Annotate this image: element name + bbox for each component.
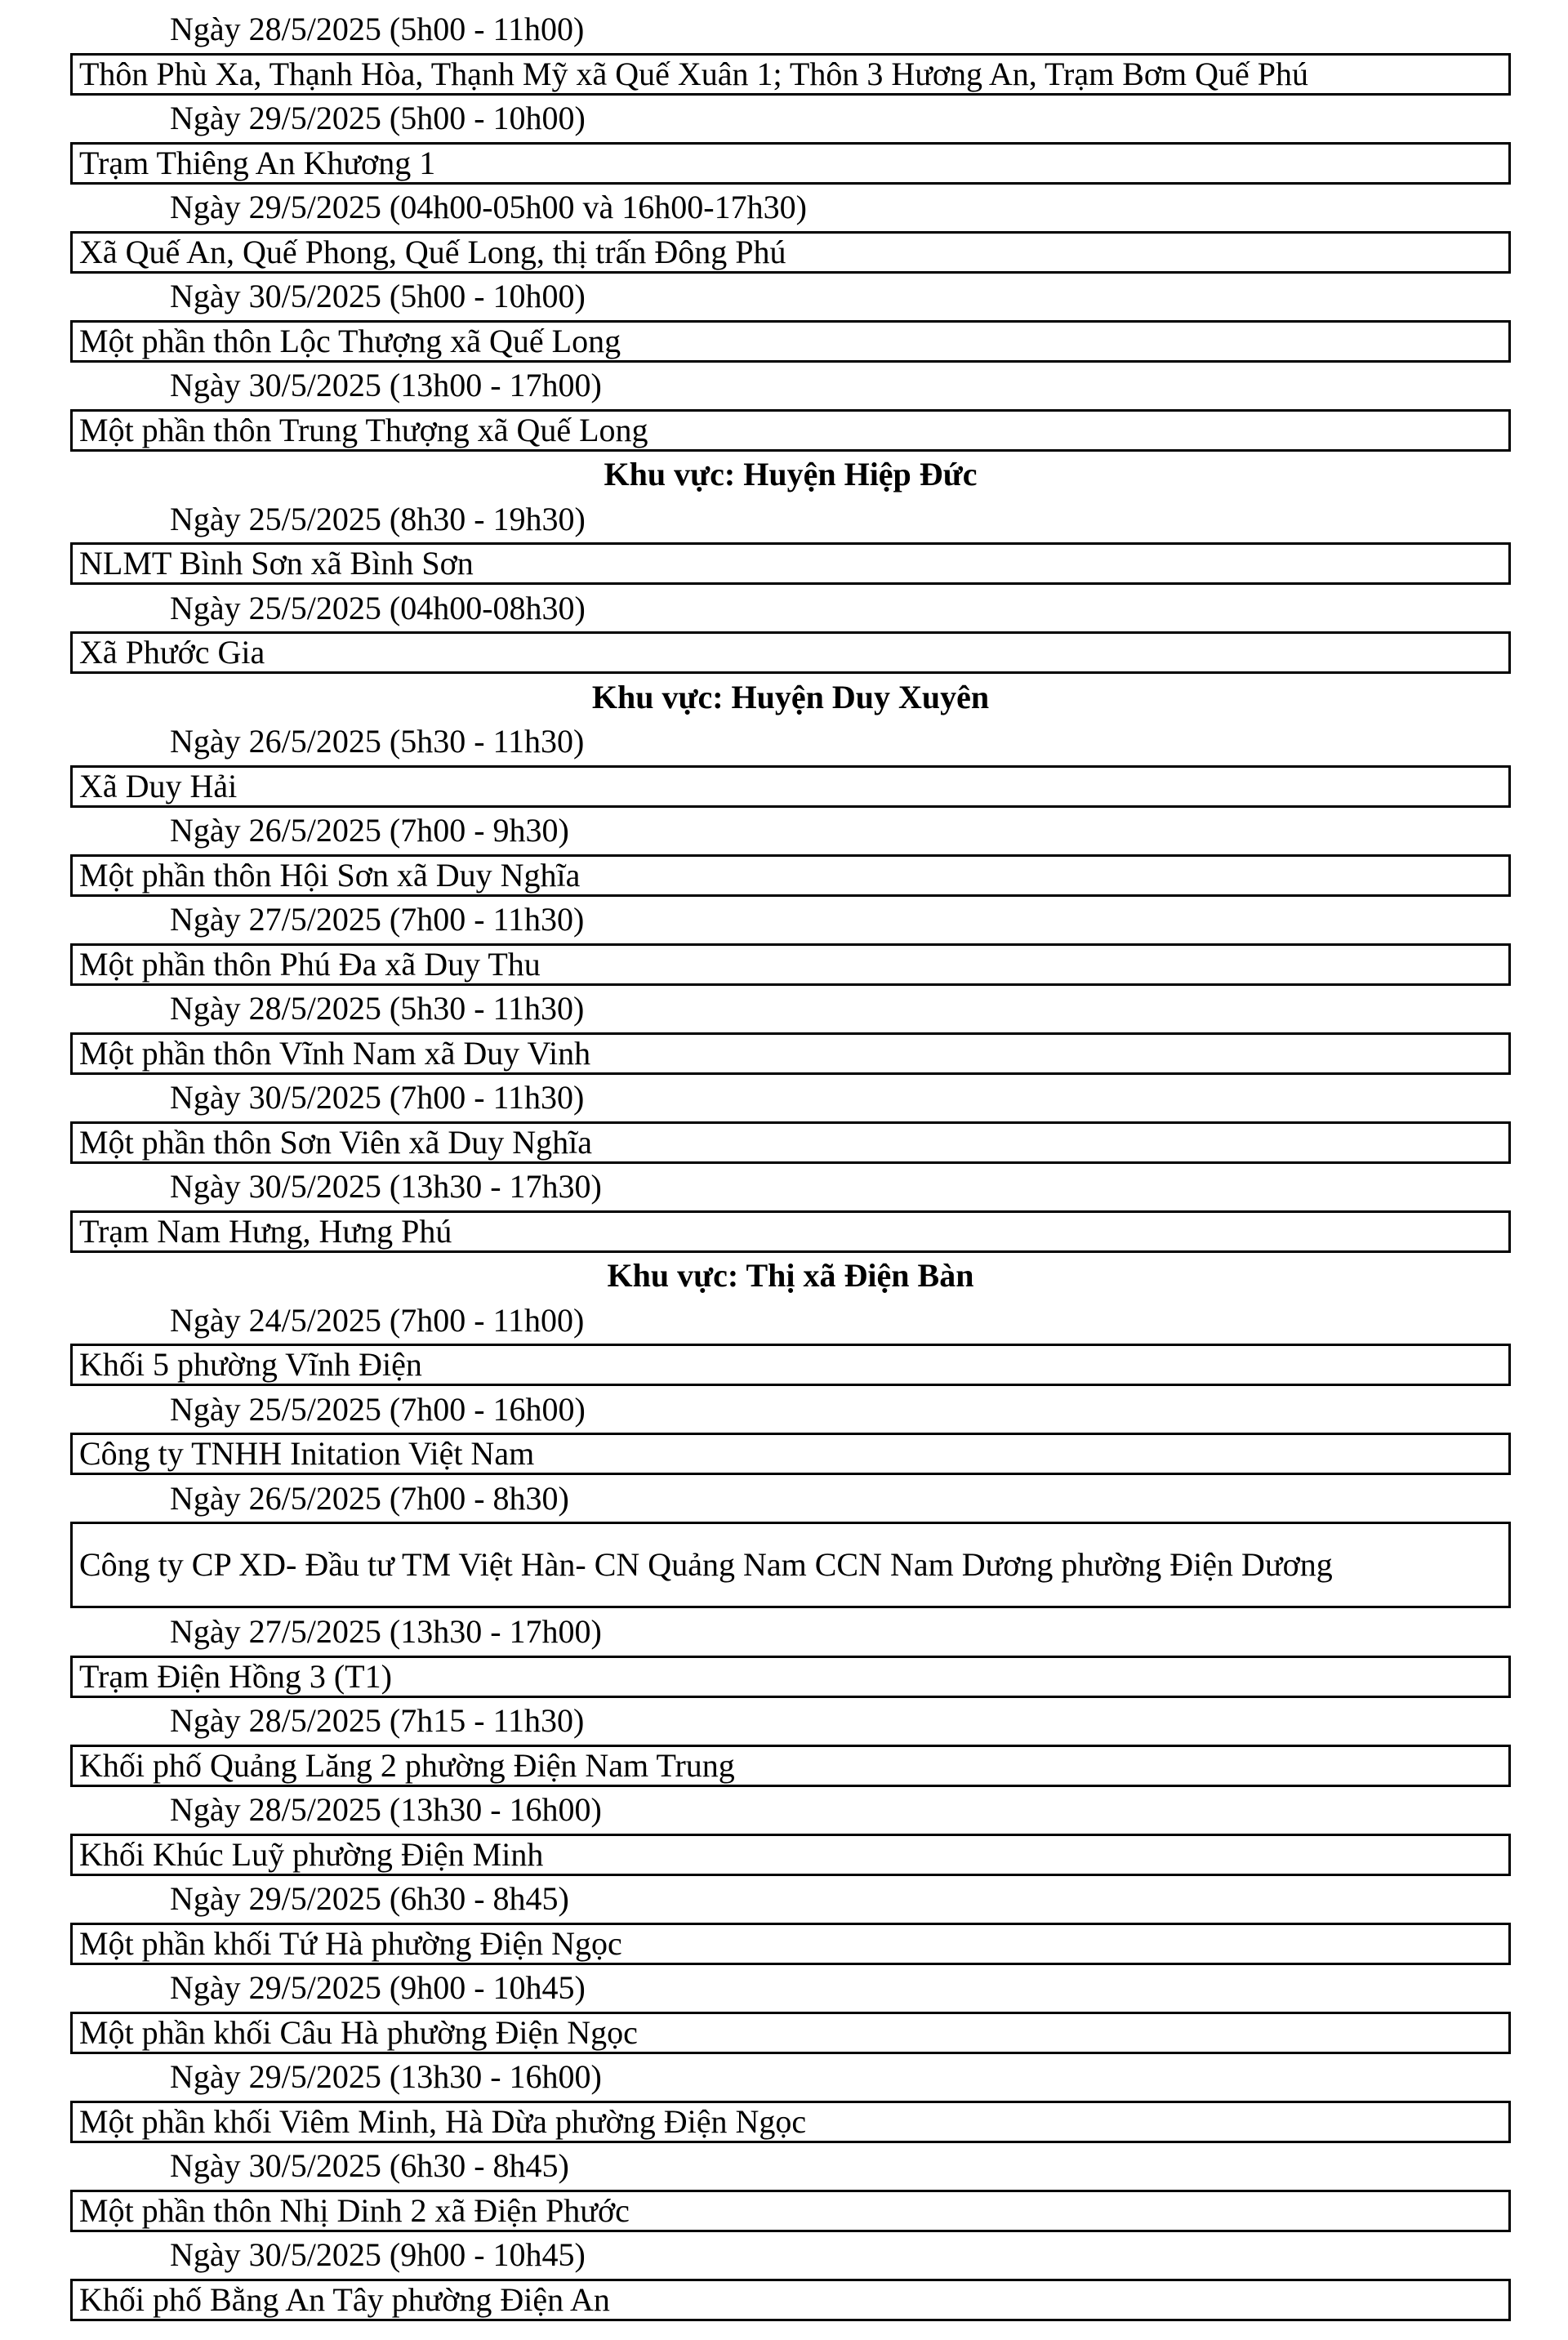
outage-location-box: Một phần khối Viêm Minh, Hà Dừa phường Điện Ngọc	[70, 2101, 1511, 2143]
outage-date-line: Ngày 25/5/2025 (04h00-08h30)	[170, 589, 586, 626]
outage-date-line: Ngày 25/5/2025 (7h00 - 16h00)	[170, 1390, 586, 1428]
outage-date-line: Ngày 28/5/2025 (7h15 - 11h30)	[170, 1702, 585, 1739]
outage-date-line: Ngày 30/5/2025 (5h00 - 10h00)	[170, 278, 586, 314]
outage-date-line: Ngày 30/5/2025 (9h00 - 10h45)	[170, 2236, 586, 2273]
outage-date-line: Ngày 25/5/2025 (8h30 - 19h30)	[170, 500, 586, 537]
outage-location-box: Công ty CP XD- Đầu tư TM Việt Hàn- CN Quảng Nam CCN Nam Dương phường Điện Dương	[70, 1522, 1511, 1608]
outage-date-line: Ngày 28/5/2025 (13h30 - 16h00)	[170, 1791, 602, 1828]
outage-date-line: Ngày 27/5/2025 (13h30 - 17h00)	[170, 1613, 602, 1650]
outage-location-box: Trạm Thiêng An Khương 1	[70, 142, 1511, 185]
outage-date-line: Ngày 30/5/2025 (7h00 - 11h30)	[170, 1079, 585, 1116]
outage-date-line: Ngày 26/5/2025 (7h00 - 9h30)	[170, 812, 569, 849]
outage-location-box: Thôn Phù Xa, Thạnh Hòa, Thạnh Mỹ xã Quế Xuân 1; Thôn 3 Hương An, Trạm Bơm Quế Phú	[70, 53, 1511, 96]
area-heading: Khu vực: Huyện Duy Xuyên	[591, 678, 990, 715]
outage-date-line: Ngày 28/5/2025 (5h30 - 11h30)	[170, 990, 585, 1027]
outage-location-box: Một phần khối Câu Hà phường Điện Ngọc	[70, 2012, 1511, 2054]
outage-date-line: Ngày 29/5/2025 (5h00 - 10h00)	[170, 100, 586, 136]
outage-location-box: Một phần thôn Lộc Thượng xã Quế Long	[70, 320, 1511, 363]
outage-location-box: Khối Khúc Luỹ phường Điện Minh	[70, 1834, 1511, 1876]
outage-date-line: Ngày 24/5/2025 (7h00 - 11h00)	[170, 1301, 585, 1339]
outage-location-box: Khối phố Bằng An Tây phường Điện An	[70, 2279, 1511, 2321]
outage-location-box: Một phần khối Tứ Hà phường Điện Ngọc	[70, 1923, 1511, 1965]
area-heading: Khu vực: Thị xã Điện Bàn	[607, 1257, 974, 1294]
outage-location-box: Một phần thôn Sơn Viên xã Duy Nghĩa	[70, 1121, 1511, 1164]
outage-location-box: Trạm Điện Hồng 3 (T1)	[70, 1656, 1511, 1698]
outage-location-box: Một phần thôn Hội Sơn xã Duy Nghĩa	[70, 854, 1511, 897]
outage-date-line: Ngày 30/5/2025 (6h30 - 8h45)	[170, 2147, 569, 2184]
outage-location-box: Xã Duy Hải	[70, 765, 1511, 808]
outage-date-line: Ngày 30/5/2025 (13h00 - 17h00)	[170, 367, 602, 403]
outage-date-line: Ngày 29/5/2025 (04h00-05h00 và 16h00-17h30)	[170, 189, 807, 225]
outage-date-line: Ngày 29/5/2025 (9h00 - 10h45)	[170, 1969, 586, 2006]
outage-date-line: Ngày 30/5/2025 (13h30 - 17h30)	[170, 1168, 602, 1205]
outage-location-box: Khối 5 phường Vĩnh Điện	[70, 1344, 1511, 1386]
outage-date-line: Ngày 26/5/2025 (5h30 - 11h30)	[170, 723, 585, 760]
outage-location-box: NLMT Bình Sơn xã Bình Sơn	[70, 542, 1511, 585]
outage-location-box: Xã Quế An, Quế Phong, Quế Long, thị trấn Đông Phú	[70, 231, 1511, 274]
outage-date-line: Ngày 26/5/2025 (7h00 - 8h30)	[170, 1479, 569, 1517]
area-heading: Khu vực: Huyện Hiệp Đức	[604, 456, 978, 493]
outage-location-box: Trạm Nam Hưng, Hưng Phú	[70, 1210, 1511, 1253]
outage-date-line: Ngày 29/5/2025 (13h30 - 16h00)	[170, 2058, 602, 2095]
outage-date-line: Ngày 27/5/2025 (7h00 - 11h30)	[170, 901, 585, 938]
outage-date-line: Ngày 28/5/2025 (5h00 - 11h00)	[170, 11, 585, 47]
outage-location-box: Một phần thôn Vĩnh Nam xã Duy Vinh	[70, 1032, 1511, 1075]
outage-date-line: Ngày 29/5/2025 (6h30 - 8h45)	[170, 1880, 569, 1917]
outage-location-box: Một phần thôn Trung Thượng xã Quế Long	[70, 409, 1511, 452]
outage-location-box: Xã Phước Gia	[70, 631, 1511, 674]
outage-location-box: Công ty TNHH Initation Việt Nam	[70, 1433, 1511, 1475]
outage-location-box: Khối phố Quảng Lăng 2 phường Điện Nam Trung	[70, 1745, 1511, 1787]
outage-location-box: Một phần thôn Phú Đa xã Duy Thu	[70, 943, 1511, 986]
outage-location-box: Một phần thôn Nhị Dinh 2 xã Điện Phước	[70, 2190, 1511, 2232]
